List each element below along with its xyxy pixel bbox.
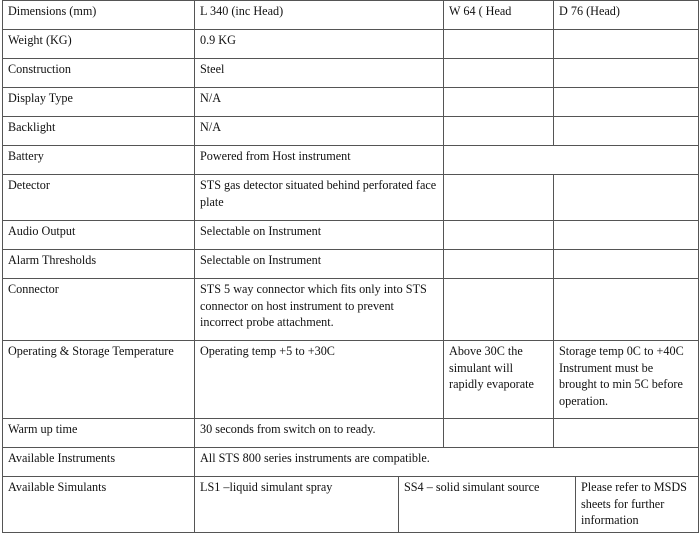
- cell-label: Available Simulants: [3, 477, 195, 533]
- table-row-connector: [3, 279, 699, 341]
- cell-value: Steel: [195, 59, 444, 88]
- cell-empty: [554, 88, 699, 117]
- table-row-weight: [3, 30, 699, 59]
- table-row-detector: [3, 175, 699, 221]
- cell-label: Display Type: [3, 88, 195, 117]
- cell-label: Warm up time: [3, 419, 195, 448]
- cell-empty: [554, 419, 699, 448]
- cell-label: Backlight: [3, 117, 195, 146]
- cell-label: Audio Output: [3, 221, 195, 250]
- cell-empty: [554, 30, 699, 59]
- cell-empty: [444, 175, 554, 221]
- cell-value: 0.9 KG: [195, 30, 444, 59]
- cell-empty: [554, 175, 699, 221]
- table-row-dimensions: [3, 1, 699, 30]
- cell-value-length: L 340 (inc Head): [195, 1, 444, 30]
- cell-empty: [444, 30, 554, 59]
- cell-value-note: Above 30C the simulant will rapidly evaporate: [444, 341, 554, 419]
- cell-empty: [554, 59, 699, 88]
- table-row-alarm-thresholds: [3, 250, 699, 279]
- cell-empty: [554, 250, 699, 279]
- cell-empty: [444, 279, 554, 341]
- cell-label: Available Instruments: [3, 448, 195, 477]
- cell-value-storage: Storage temp 0C to +40C Instrument must be brought to min 5C before operation.: [554, 341, 699, 419]
- cell-empty: [444, 419, 554, 448]
- cell-empty: [444, 221, 554, 250]
- cell-value: STS gas detector situated behind perforated face plate: [195, 175, 444, 221]
- cell-value: Selectable on Instrument: [195, 250, 444, 279]
- cell-empty: [554, 221, 699, 250]
- cell-label: Operating & Storage Temperature: [3, 341, 195, 419]
- cell-empty: [554, 279, 699, 341]
- cell-value-width: W 64 ( Head: [444, 1, 554, 30]
- table-row-warm-up: [3, 419, 699, 448]
- table-row-simulants: [3, 477, 699, 533]
- cell-label: Weight (KG): [3, 30, 195, 59]
- cell-value-depth: D 76 (Head): [554, 1, 699, 30]
- cell-empty: [444, 59, 554, 88]
- table-row-backlight: [3, 117, 699, 146]
- cell-value: N/A: [195, 88, 444, 117]
- cell-empty: [444, 88, 554, 117]
- cell-label: Connector: [3, 279, 195, 341]
- cell-value: STS 5 way connector which fits only into STS connector on host instrument to prevent incorrect probe attachment.: [195, 279, 444, 341]
- table-row-temperature: [3, 341, 699, 419]
- cell-label: Battery: [3, 146, 195, 175]
- table-row-audio-output: [3, 221, 699, 250]
- cell-label: Detector: [3, 175, 195, 221]
- cell-label: Alarm Thresholds: [3, 250, 195, 279]
- cell-value-ls1: LS1 –liquid simulant spray: [195, 477, 399, 533]
- cell-empty: [444, 117, 554, 146]
- cell-value: All STS 800 series instruments are compatible.: [195, 448, 699, 477]
- table-row-construction: [3, 59, 699, 88]
- cell-empty: [444, 250, 554, 279]
- table-row-battery: [3, 146, 699, 175]
- cell-value: N/A: [195, 117, 444, 146]
- cell-value: 30 seconds from switch on to ready.: [195, 419, 444, 448]
- specification-table: [2, 0, 699, 533]
- cell-value: Selectable on Instrument: [195, 221, 444, 250]
- table-row-instruments: [3, 448, 699, 477]
- cell-label: Dimensions (mm): [3, 1, 195, 30]
- cell-label: Construction: [3, 59, 195, 88]
- table-row-display-type: [3, 88, 699, 117]
- cell-value-ss4: SS4 – solid simulant source: [399, 477, 576, 533]
- cell-empty: [554, 117, 699, 146]
- cell-value-operating: Operating temp +5 to +30C: [195, 341, 444, 419]
- cell-value: Powered from Host instrument: [195, 146, 444, 175]
- cell-empty: [444, 146, 699, 175]
- cell-value-msds: Please refer to MSDS sheets for further information: [576, 477, 699, 533]
